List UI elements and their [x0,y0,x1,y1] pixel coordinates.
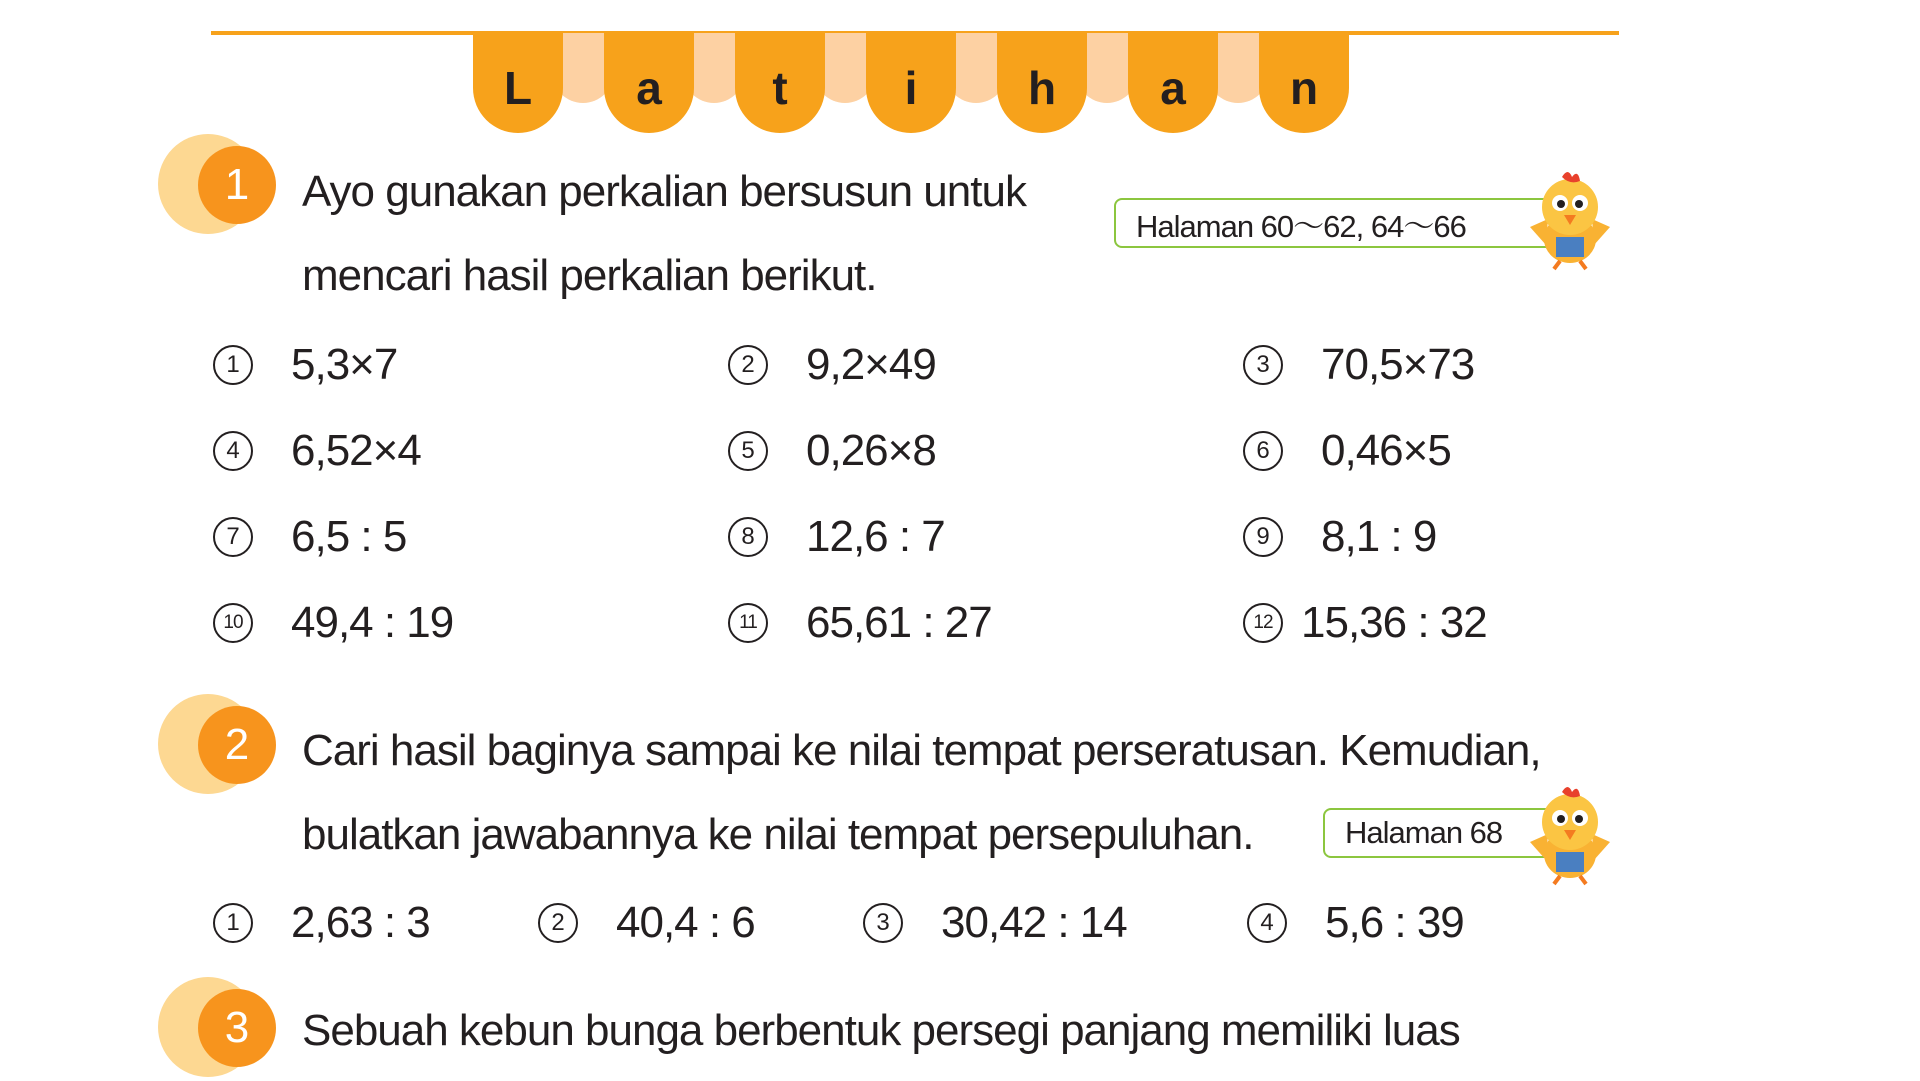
banner-flag [866,33,956,133]
item-number: 8 [728,517,768,557]
problem-2-badge [158,694,278,798]
item-number: 11 [728,603,768,643]
item-number: 3 [863,903,903,943]
list-item [1243,512,1436,562]
item-number: 1 [213,903,253,943]
problem-3-badge [158,977,278,1081]
item-expression: 49,4 : 19 [291,598,454,647]
list-item [1243,340,1474,390]
list-item [863,898,1127,948]
chick-mascot-icon [1522,780,1618,890]
latihan-banner [473,33,1349,143]
item-expression: 65,61 : 27 [806,598,992,647]
problem-3-text-line-1: Sebuah kebun bunga berbentuk persegi panjang memiliki luas [302,1006,1460,1055]
banner-flag [604,33,694,133]
banner-letter: t [772,62,788,114]
item-expression: 5,3×7 [291,340,398,389]
banner-letter: L [503,62,533,114]
item-number: 2 [538,903,578,943]
item-expression: 5,6 : 39 [1325,898,1464,947]
banner-letter: h [1027,62,1057,114]
list-item [1247,898,1464,948]
item-number: 12 [1243,603,1283,643]
item-expression: 9,2×49 [806,340,936,389]
item-expression: 30,42 : 14 [941,898,1127,947]
item-expression: 0,46×5 [1321,426,1451,475]
list-item [1243,598,1487,648]
page-ref-tag [1323,808,1555,858]
list-item [538,898,755,948]
problem-1-badge [158,134,278,238]
banner-flag [1259,33,1349,133]
item-number: 3 [1243,345,1283,385]
item-expression: 2,63 : 3 [291,898,430,947]
page-ref-text: Halaman 60〜62, 64〜66 [1136,208,1466,244]
banner-letter: a [636,62,662,114]
banner-flag [1128,33,1218,133]
item-number: 1 [213,345,253,385]
list-item [213,598,453,648]
list-item [213,426,421,476]
list-item [728,512,945,562]
list-item [728,426,936,476]
item-expression: 15,36 : 32 [1301,598,1487,647]
problem-1-text-line-2: mencari hasil perkalian berikut. [302,251,877,300]
list-item [213,340,397,390]
item-number: 4 [213,431,253,471]
banner-flag [997,33,1087,133]
item-number: 9 [1243,517,1283,557]
list-item [728,340,936,390]
banner-flag [735,33,825,133]
badge-number: 1 [198,146,276,224]
item-number: 2 [728,345,768,385]
problem-2-text-line-1: Cari hasil baginya sampai ke nilai tempat perseratusan. Kemudian, [302,726,1541,775]
problem-1-text-line-1: Ayo gunakan perkalian bersusun untuk [302,167,1026,216]
badge-number: 3 [198,989,276,1067]
item-number: 7 [213,517,253,557]
item-expression: 8,1 : 9 [1321,512,1437,561]
list-item [728,598,992,648]
page-ref-text: Halaman 68 [1345,815,1503,850]
item-expression: 12,6 : 7 [806,512,945,561]
list-item [213,512,406,562]
list-item [1243,426,1451,476]
item-number: 5 [728,431,768,471]
badge-number: 2 [198,706,276,784]
list-item [213,898,430,948]
item-number: 10 [213,603,253,643]
banner-flag [473,33,563,133]
item-expression: 6,5 : 5 [291,512,407,561]
banner-letter: n [1289,62,1319,114]
banner-letter: a [1160,62,1186,114]
item-number: 4 [1247,903,1287,943]
item-expression: 6,52×4 [291,426,421,475]
item-expression: 40,4 : 6 [616,898,755,947]
item-expression: 70,5×73 [1321,340,1475,389]
chick-mascot-icon [1522,165,1618,275]
item-expression: 0,26×8 [806,426,936,475]
banner-letter: i [904,62,918,114]
problem-2-text-line-2: bulatkan jawabannya ke nilai tempat persepuluhan. [302,810,1254,859]
page-ref-tag [1114,198,1554,248]
item-number: 6 [1243,431,1283,471]
